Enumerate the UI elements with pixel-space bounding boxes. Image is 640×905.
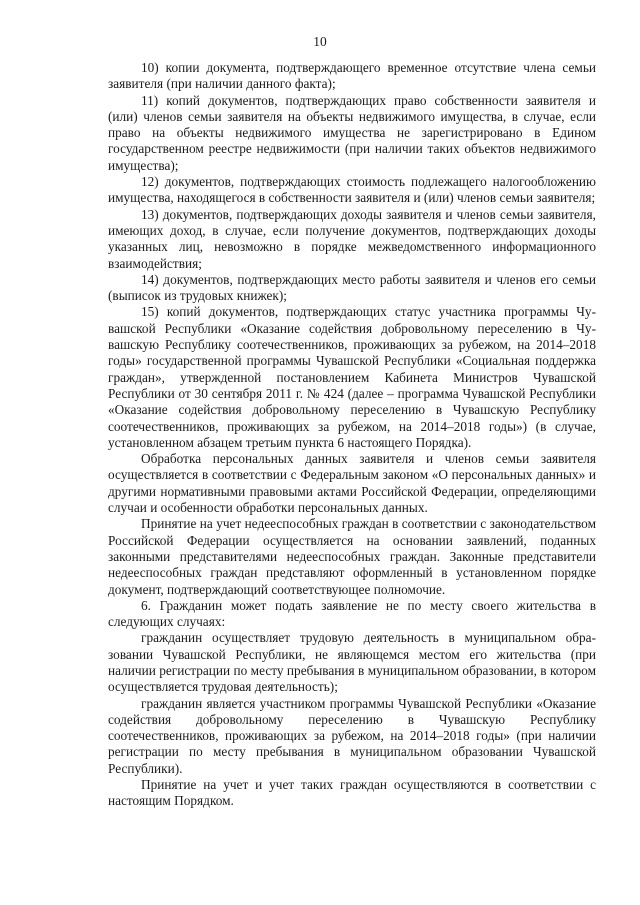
- paragraph-personal-data: Обработка персональных данных заявителя и членов семьи заявителя осуществляется в соответствии с Федеральным законом «О персональных данных» и другими нормативными правовыми актами Российской Федерации, определяющими случаи и особенности обработки персональных данных.: [108, 451, 596, 516]
- paragraph-item-14: 14) документов, подтверждающих место работы заявителя и членов его семьи (выписок из трудовых книжек);: [108, 271, 596, 304]
- paragraph-item-11: 11) копий документов, подтверждающих право собственности заявителя и (или) членов семьи заявителя на объекты недвижимого имущества, в случае, если право на объекты недвижимого имущества не зарегистрировано в Едином государственном реестре недвижимости (при наличии таких объектов недвижимого имущества);: [108, 92, 596, 173]
- paragraph-registration-order: Принятие на учет и учет таких граждан осуществляются в соответствии с настоящим Порядком.: [108, 777, 596, 809]
- paragraph-clause-6: 6. Гражданин может подать заявление не по месту своего жительства в следующих случаях:: [108, 597, 596, 630]
- paragraph-item-12: 12) документов, подтверждающих стоимость подлежащего налогообложению имущества, находящегося в собственности заявителя и (или) членов семьи заявителя;: [108, 174, 596, 206]
- paragraph-case-program-participant: гражданин является участником программы Чувашской Республики «Оказание содействия добровольному переселению в Чувашскую Республику соотечественников, проживающих за рубежом, на 2014–2018 годы» (при наличии регистрации по месту пребывания в муниципальном образовании Чувашской Республики).: [108, 695, 596, 776]
- paragraph-item-13: 13) документов, подтверждающих доходы заявителя и членов семьи заявителя, имеющих доход, в случае, если получение документов, подтверждающих доходы указанных лиц, невозможно в порядке межведомственного информационного взаимодействия;: [108, 206, 596, 271]
- paragraph-item-15: 15) копий документов, подтверждающих статус участника программы Чувашской Республики «Оказание содействия добровольному переселению в Чувашскую Республику соотечественников, проживающих за рубежом, на 2014–2018 годы» государственной программы Чувашской Республики «Социальная поддержка граждан», утвержденной постановлением Кабинета Министров Чувашской Республики от 30 сентября 2011 г. № 424 (далее – программа Чувашской Республики «Оказание содействия добровольному переселению в Чувашскую Республику соотечественников, проживающих за рубежом, на 2014–2018 годы») (в случае, установленном абзацем третьим пункта 6 настоящего Порядка).: [108, 304, 596, 450]
- paragraph-incapacitated-citizens: Принятие на учет недееспособных граждан в соответствии с законодательством Российской Федерации осуществляется на основании заявлений, поданных законными представителями недееспособных граждан. Законные представители недееспособных граждан представляют оформленный в установленном порядке документ, подтверждающий соответствующее полномочие.: [108, 516, 596, 597]
- document-body: [108, 60, 596, 810]
- paragraph-case-employment: гражданин осуществляет трудовую деятельность в муниципальном образовании Чувашской Республики, не являющемся местом его жительства (при наличии регистрации по месту пребывания в муниципальном образовании, в котором осуществляется трудовая деятельность);: [108, 630, 596, 695]
- paragraph-item-10: 10) копии документа, подтверждающего временное отсутствие члена семьи заявителя (при наличии данного факта);: [108, 60, 596, 92]
- page-number: 10: [313, 34, 327, 49]
